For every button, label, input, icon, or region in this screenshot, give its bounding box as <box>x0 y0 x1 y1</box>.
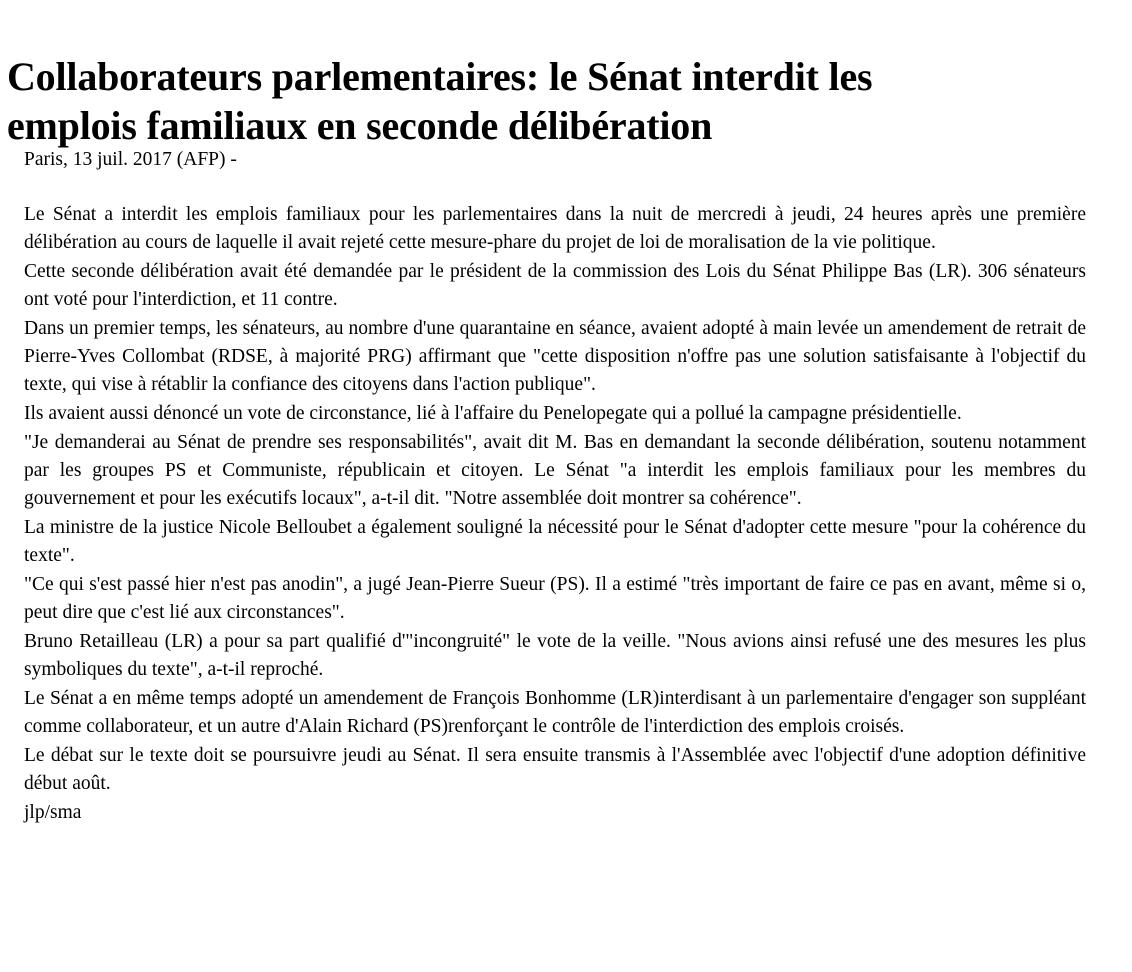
article-title <box>7 52 1007 150</box>
article-paragraph: Dans un premier temps, les sénateurs, au nombre d'une quarantaine en séance, avaient adopté à main levée un amendement de retrait de Pierre-Yves Collombat (RDSE, à majorité PRG) affirmant que "cette disposition n'offre pas une solution satisfaisante à l'objectif du texte, qui vise à rétablir la confiance des citoyens dans l'action publique". <box>24 318 1086 395</box>
article-paragraph: Cette seconde délibération avait été demandée par le président de la commission des Lois du Sénat Philippe Bas (LR). 306 sénateurs ont voté pour l'interdiction, et 11 contre. <box>24 261 1086 310</box>
article-title-line-1: Collaborateurs parlementaires: le Sénat interdit les <box>7 54 873 99</box>
article-dateline: Paris, 13 juil. 2017 (AFP) - <box>24 149 237 170</box>
article-paragraph: "Ce qui s'est passé hier n'est pas anodin", a jugé Jean-Pierre Sueur (PS). Il a estimé "très important de faire ce pas en avant, même si o, peut dire que c'est lié aux circonstances". <box>24 574 1086 623</box>
article-signature: jlp/sma <box>24 802 82 823</box>
article-paragraph: Le débat sur le texte doit se poursuivre jeudi au Sénat. Il sera ensuite transmis à l'Assemblée avec l'objectif d'une adoption définitive début août. <box>24 745 1086 794</box>
article-title-line-2: emplois familiaux en seconde délibération <box>7 103 713 148</box>
article-paragraph: La ministre de la justice Nicole Belloubet a également souligné la nécessité pour le Sénat d'adopter cette mesure "pour la cohérence du texte". <box>24 517 1086 566</box>
article-body <box>24 201 1086 828</box>
article-paragraph: Bruno Retailleau (LR) a pour sa part qualifié d'"incongruité" le vote de la veille. "Nous avions ainsi refusé une des mesures les plus symboliques du texte", a-t-il reproché. <box>24 631 1086 680</box>
article-paragraph: Ils avaient aussi dénoncé un vote de circonstance, lié à l'affaire du Penelopegate qui a pollué la campagne présidentielle. <box>24 403 962 424</box>
article-paragraph: "Je demanderai au Sénat de prendre ses responsabilités", avait dit M. Bas en demandant la seconde délibération, soutenu notamment par les groupes PS et Communiste, républicain et citoyen. Le Sénat "a interdit les emplois familiaux pour les membres du gouvernement et pour les exécutifs locaux", a-t-il dit. "Notre assemblée doit montrer sa cohérence". <box>24 432 1086 509</box>
article-paragraph: Le Sénat a en même temps adopté un amendement de François Bonhomme (LR)interdisant à un parlementaire d'engager son suppléant comme collaborateur, et un autre d'Alain Richard (PS)renforçant le contrôle de l'interdiction des emplois croisés. <box>24 688 1086 737</box>
article-paragraph: Le Sénat a interdit les emplois familiaux pour les parlementaires dans la nuit de mercredi à jeudi, 24 heures après une première délibération au cours de laquelle il avait rejeté cette mesure-phare du projet de loi de moralisation de la vie politique. <box>24 204 1086 253</box>
